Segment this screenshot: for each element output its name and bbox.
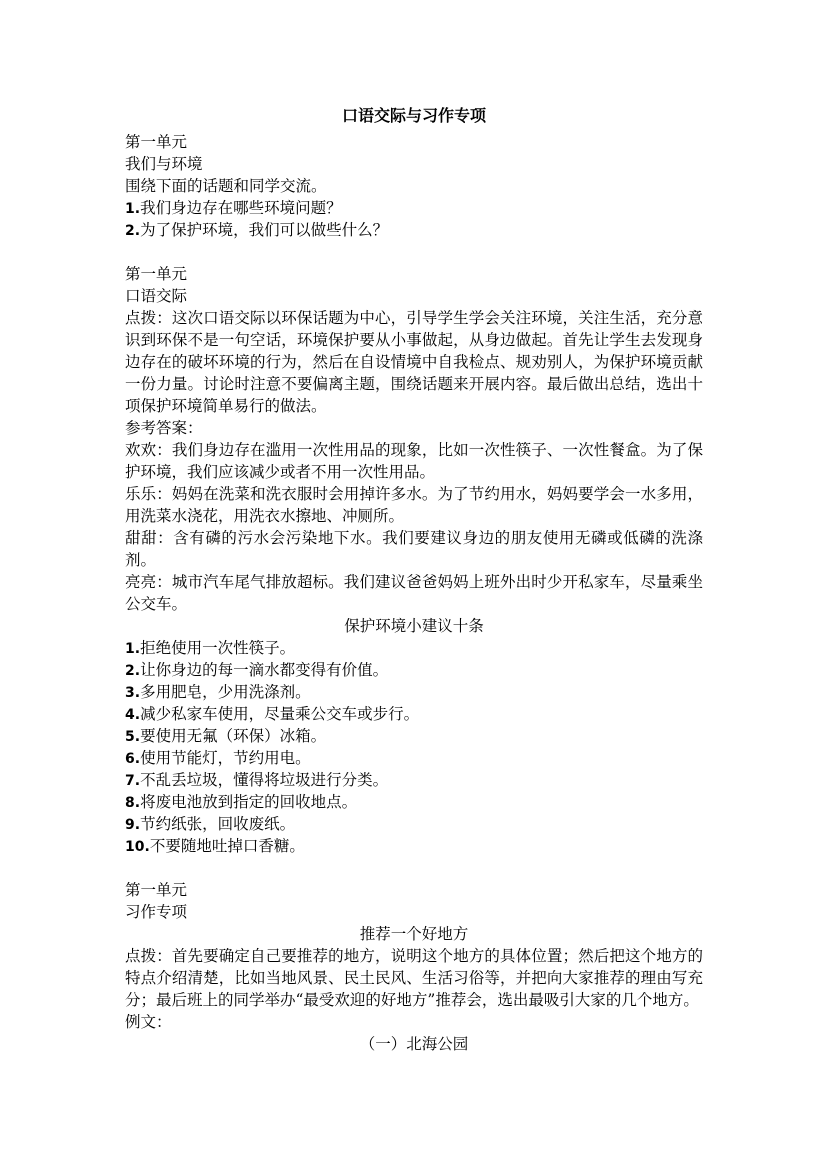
list-number: 3. bbox=[125, 685, 141, 701]
topic-heading: 我们与环境 bbox=[125, 155, 203, 173]
list-title: 保护环境小建议十条 bbox=[344, 617, 484, 635]
list-number: 1. bbox=[125, 641, 141, 657]
list-item bbox=[125, 659, 703, 681]
document-page bbox=[125, 105, 703, 1055]
list-item bbox=[125, 791, 703, 813]
question-item bbox=[125, 219, 703, 241]
answer-label: 参考答案： bbox=[125, 419, 203, 437]
document-title: 口语交际与习作专项 bbox=[341, 106, 486, 125]
list-number: 9. bbox=[125, 817, 141, 833]
list-text: 不要随地吐掉口香糖。 bbox=[149, 837, 305, 855]
essay-heading: 推荐一个好地方 bbox=[359, 925, 469, 943]
list-item bbox=[125, 769, 703, 791]
answer-paragraph: 欢欢：我们身边存在滥用一次性用品的现象，比如一次性筷子、一次性餐盒。为了保护环境，我们应该减少或者不用一次性用品。 bbox=[125, 441, 703, 481]
question-number: 2. bbox=[125, 223, 141, 239]
list-text: 节约纸张，回收废纸。 bbox=[140, 815, 296, 833]
list-item bbox=[125, 681, 703, 703]
list-number: 8. bbox=[125, 795, 141, 811]
question-number: 1. bbox=[125, 201, 141, 217]
list-number: 5. bbox=[125, 729, 141, 745]
topic-heading: 习作专项 bbox=[125, 903, 188, 921]
list-text: 要使用无氟（环保）冰箱。 bbox=[140, 727, 327, 745]
list-text: 拒绝使用一次性筷子。 bbox=[140, 639, 296, 657]
list-item bbox=[125, 637, 703, 659]
list-number: 4. bbox=[125, 707, 141, 723]
unit-heading: 第一单元 bbox=[125, 881, 188, 899]
unit-heading: 第一单元 bbox=[125, 265, 188, 283]
list-item bbox=[125, 813, 703, 835]
answer-paragraph: 乐乐：妈妈在洗菜和洗衣服时会用掉许多水。为了节约用水，妈妈要学会一水多用，用洗菜水浇花，用洗衣水擦地、冲厕所。 bbox=[125, 485, 703, 525]
list-number: 10. bbox=[125, 839, 150, 855]
list-number: 7. bbox=[125, 773, 141, 789]
example-title: （一）北海公园 bbox=[359, 1035, 469, 1053]
list-item bbox=[125, 835, 703, 857]
list-text: 减少私家车使用，尽量乘公交车或步行。 bbox=[140, 705, 420, 723]
list-number: 2. bbox=[125, 663, 141, 679]
tip-paragraph: 点拨：首先要确定自己要推荐的地方，说明这个地方的具体位置；然后把这个地方的特点介绍清楚，比如当地风景、民土民风、生活习俗等，并把向大家推荐的理由写充分；最后班上的同学举办“最受欢迎的好地方”推荐会，选出最吸引大家的几个地方。 bbox=[125, 947, 703, 1009]
list-text: 使用节能灯，节约用电。 bbox=[140, 749, 311, 767]
question-text: 我们身边存在哪些环境问题？ bbox=[140, 199, 342, 217]
answer-paragraph: 甜甜：含有磷的污水会污染地下水。我们要建议身边的朋友使用无磷或低磷的洗涤剂。 bbox=[125, 529, 703, 569]
list-text: 将废电池放到指定的回收地点。 bbox=[140, 793, 358, 811]
unit-heading: 第一单元 bbox=[125, 133, 188, 151]
spacer bbox=[125, 857, 703, 879]
tip-paragraph: 点拨：这次口语交际以环保话题为中心，引导学生学会关注环境，关注生活，充分意识到环保不是一句空话，环境保护要从小事做起，从身边做起。首先让学生去发现身边存在的破坏环境的行为，然后在自设情境中自我检点、规劝别人，为保护环境贡献一份力量。讨论时注意不要偏离主题，围绕话题来开展内容。最后做出总结，选出十项保护环境简单易行的做法。 bbox=[125, 309, 703, 415]
list-item bbox=[125, 703, 703, 725]
question-text: 为了保护环境，我们可以做些什么？ bbox=[140, 221, 389, 239]
spacer bbox=[125, 241, 703, 263]
list-text: 让你身边的每一滴水都变得有价值。 bbox=[140, 661, 389, 679]
answer-paragraph: 亮亮：城市汽车尾气排放超标。我们建议爸爸妈妈上班外出时少开私家车，尽量乘坐公交车。 bbox=[125, 573, 703, 613]
intro-text: 围绕下面的话题和同学交流。 bbox=[125, 177, 327, 195]
list-text: 多用肥皂，少用洗涤剂。 bbox=[140, 683, 311, 701]
list-item bbox=[125, 747, 703, 769]
example-label: 例文： bbox=[125, 1013, 172, 1031]
question-item bbox=[125, 197, 703, 219]
list-item bbox=[125, 725, 703, 747]
list-text: 不乱丢垃圾，懂得将垃圾进行分类。 bbox=[140, 771, 389, 789]
topic-heading: 口语交际 bbox=[125, 287, 188, 305]
list-number: 6. bbox=[125, 751, 141, 767]
